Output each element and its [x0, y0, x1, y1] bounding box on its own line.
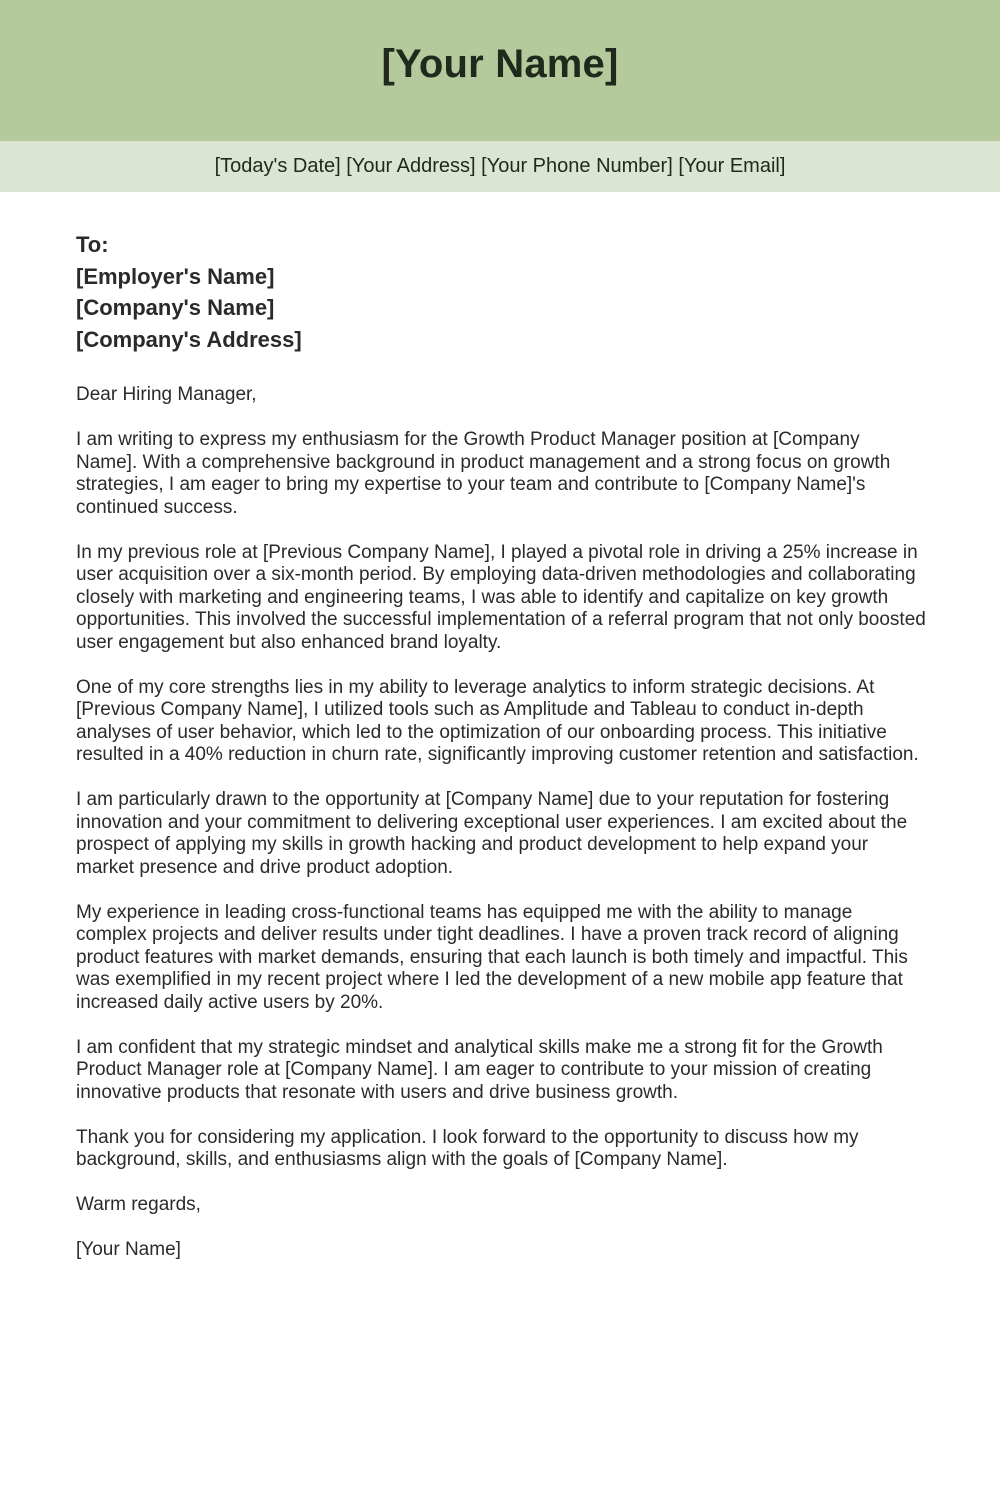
closing: Warm regards, — [76, 1194, 201, 1215]
paragraph-analytics: One of my core strengths lies in my ability to leverage analytics to inform strategic decisions. At [Previous Company Name], I utilized tools such as Amplitude and Tableau to conduct in-depth analyses of user behavior, which led to the optimization of our onboarding process. This initiative resulted in a 40% reduction in churn rate, significantly improving customer retention and satisfaction. — [76, 676, 919, 765]
sender-name-title: [Your Name] — [381, 42, 619, 86]
company-name: [Company's Name] — [76, 295, 275, 320]
letter-header — [0, 0, 1000, 141]
paragraph-thanks: Thank you for considering my application. I look forward to the opportunity to discuss how my background, skills, and enthusiasms align with the goals of [Company Name]. — [76, 1126, 859, 1170]
paragraph-intro: I am writing to express my enthusiasm for the Growth Product Manager position at [Company Name]. With a comprehensive background in product management and a strong focus on growth strategies, I am eager to bring my expertise to your team and contribute to [Company Name]'s continued success. — [76, 429, 891, 518]
paragraph-previous-role: In my previous role at [Previous Company Name], I played a pivotal role in driving a 25% increase in user acquisition over a six-month period. By employing data-driven methodologies and collaborating closely with marketing and engineering teams, I was able to identify and capitalize on key growth opportunities. This involved the successful implementation of a referral program that not only boosted user engagement but also enhanced brand loyalty. — [76, 541, 926, 653]
paragraph-fit: I am confident that my strategic mindset and analytical skills make me a strong fit for the Growth Product Manager role at [Company Name]. I am eager to contribute to your mission of creating innovative products that resonate with users and drive business growth. — [76, 1036, 883, 1103]
contact-bar — [0, 141, 1000, 192]
salutation: Dear Hiring Manager, — [76, 384, 257, 405]
to-label: To: — [76, 232, 109, 257]
paragraph-company-interest: I am particularly drawn to the opportunity at [Company Name] due to your reputation for fostering innovation and your commitment to delivering exceptional user experiences. I am excited about the prospect of applying my skills in growth hacking and product development to help expand your market presence and drive product adoption. — [76, 789, 908, 878]
contact-details: [Today's Date] [Your Address] [Your Phone Number] [Your Email] — [214, 155, 786, 177]
signature: [Your Name] — [76, 1239, 181, 1260]
letter-body — [0, 229, 1000, 1262]
company-address: [Company's Address] — [76, 326, 302, 352]
recipient-block — [76, 229, 924, 355]
paragraph-leadership: My experience in leading cross-functional teams has equipped me with the ability to manage complex projects and deliver results under tight deadlines. I have a proven track record of aligning product features with market demands, ensuring that each launch is both timely and impactful. This was exemplified in my recent project where I led the development of a new mobile app feature that increased daily active users by 20%. — [76, 901, 908, 1013]
employer-name: [Employer's Name] — [76, 263, 275, 289]
